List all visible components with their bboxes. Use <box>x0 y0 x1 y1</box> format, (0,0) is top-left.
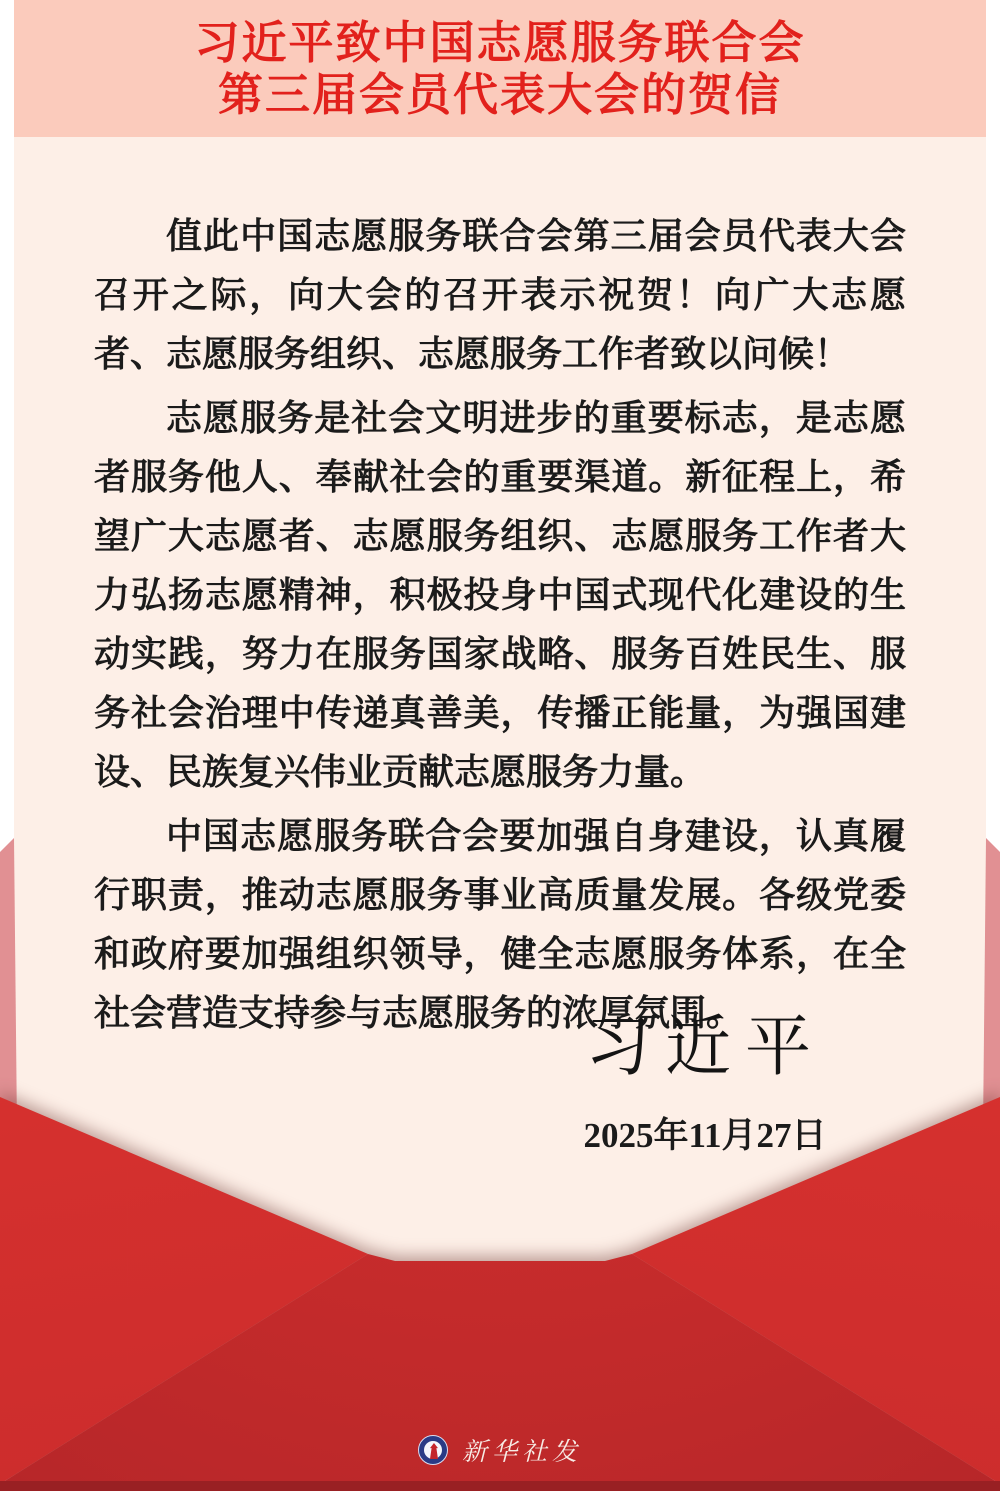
letter-paragraph-2: 志愿服务是社会文明进步的重要标志，是志愿者服务他人、奉献社会的重要渠道。新征程上，希望广大志愿者、志愿服务组织、志愿服务工作者大力弘扬志愿精神，积极投身中国式现代化建设的生动实践，努力在服务国家战略、服务百姓民生、服务社会治理中传递真善美，传播正能量，为强国建设、民族复兴伟业贡献志愿服务力量。 <box>94 398 906 792</box>
xinhua-emblem-icon <box>418 1435 448 1465</box>
agency-credit-text: 新华社发 <box>461 1439 582 1466</box>
signature: 习近平 <box>585 1011 825 1084</box>
letter-paragraph-1: 值此中国志愿服务联合会第三届会员代表大会召开之际，向大会的召开表示祝贺！向广大志愿者、志愿服务组织、志愿服务工作者致以问候！ <box>94 216 906 374</box>
letter-date: 2025年11月27日 <box>583 1116 827 1155</box>
headline-line-2: 第三届会员代表大会的贺信 <box>217 68 782 120</box>
letter-paragraph-3: 中国志愿服务联合会要加强自身建设，认真履行职责，推动志愿服务事业高质量发展。各级党委和政府要加强组织领导，健全志愿服务体系，在全社会营造支持参与志愿服务的浓厚氛围。 <box>94 816 906 1033</box>
headline-line-1: 习近平致中国志愿服务联合会 <box>194 16 806 68</box>
envelope-bottom-edge <box>0 1481 1000 1491</box>
agency-credit-row <box>0 1432 1000 1468</box>
